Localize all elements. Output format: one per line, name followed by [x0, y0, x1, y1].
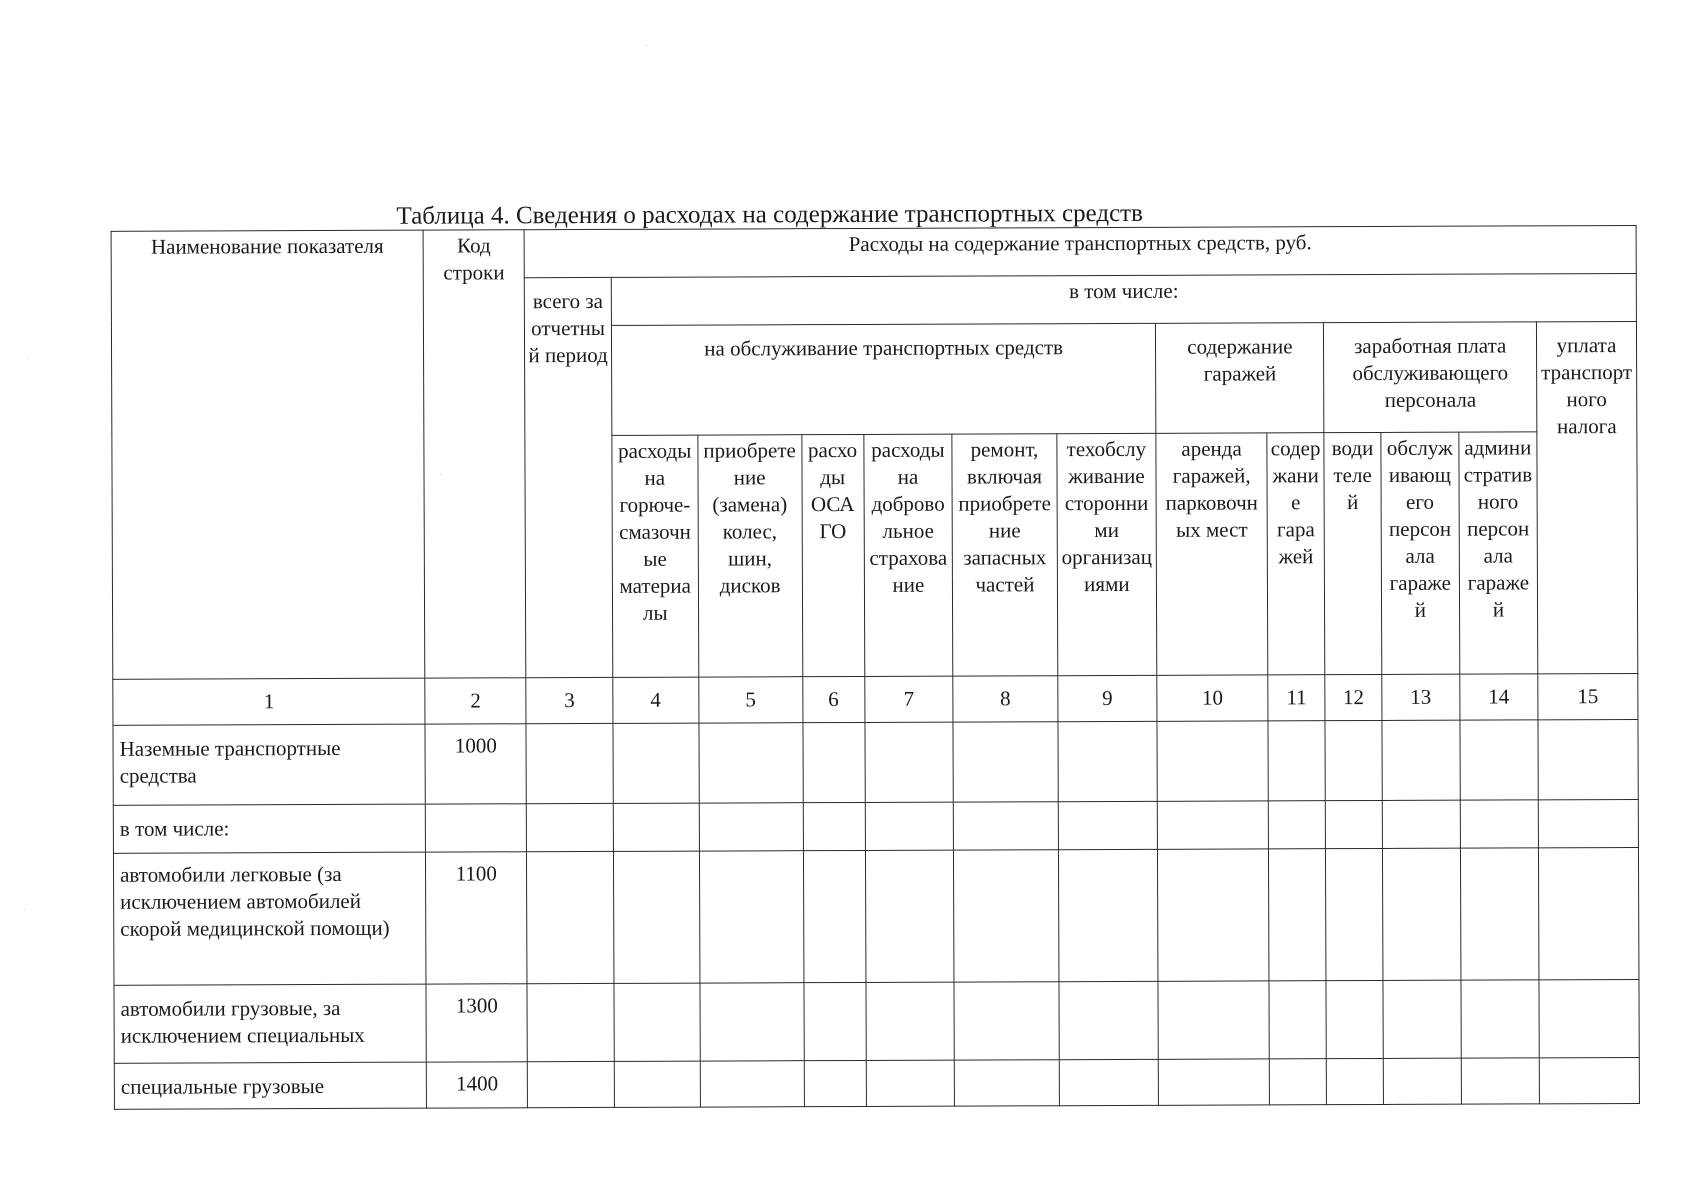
column-number: 5	[698, 677, 802, 723]
data-cell	[1269, 981, 1327, 1059]
data-cell	[527, 1061, 614, 1107]
column-number: 1	[113, 678, 426, 725]
data-cell	[803, 802, 865, 850]
table-row	[114, 979, 1639, 1063]
row-name: в том числе:	[113, 804, 426, 853]
data-cell	[614, 983, 700, 1061]
data-cell	[1326, 800, 1383, 848]
data-cell	[1159, 1059, 1270, 1105]
data-cell	[1268, 849, 1326, 981]
data-cell	[614, 1061, 700, 1107]
data-cell	[1382, 720, 1460, 800]
column-number: 10	[1157, 675, 1268, 721]
header-garage-service-staff: обслуживающего персонала гаражей	[1381, 432, 1460, 674]
data-cell	[804, 1060, 866, 1106]
row-code: 1000	[425, 724, 526, 804]
column-number: 8	[953, 676, 1057, 722]
table-row	[113, 847, 1638, 985]
data-cell	[1461, 1058, 1539, 1104]
header-garage-admin-staff: административного персонала гаражей	[1459, 432, 1538, 674]
data-cell	[527, 851, 614, 983]
column-number: 15	[1538, 673, 1638, 719]
column-number: 3	[526, 677, 613, 723]
column-number: 4	[613, 677, 699, 723]
row-code: 1300	[426, 984, 527, 1062]
data-cell	[1382, 848, 1461, 980]
data-cell	[1539, 1057, 1639, 1103]
header-garage-upkeep: содержание гаражей	[1156, 323, 1324, 434]
header-including: в том числе:	[611, 273, 1636, 325]
data-cell	[1461, 980, 1539, 1058]
column-number: 11	[1268, 675, 1326, 721]
header-total-for-period: всего за отчетный период	[524, 277, 612, 677]
table-row	[114, 1057, 1639, 1109]
scan-speck: .	[645, 37, 649, 48]
row-code: 1400	[427, 1062, 528, 1108]
data-cell	[865, 722, 954, 802]
row-name: специальные грузовые	[114, 1062, 427, 1109]
row-code: 1100	[426, 852, 527, 984]
header-expenses-total: Расходы на содержание транспортных средств, руб.	[524, 225, 1636, 277]
data-cell	[1157, 721, 1268, 801]
header-third-party-service: техобслуживание сторонними организациями	[1056, 433, 1157, 675]
data-cell	[526, 803, 613, 851]
header-row-code: Код строки	[423, 230, 526, 678]
header-row-1	[111, 225, 1636, 279]
header-osago: расходы ОСАГО	[802, 434, 865, 676]
data-cell	[953, 722, 1057, 802]
table-row	[113, 719, 1638, 805]
table-row	[113, 799, 1638, 853]
data-cell	[700, 1061, 804, 1107]
data-cell	[954, 982, 1058, 1060]
data-cell	[699, 851, 804, 983]
data-cell	[954, 850, 1059, 982]
header-wheels: приобретение (замена) колес, шин, дисков	[697, 435, 802, 677]
data-cell	[1059, 1059, 1159, 1105]
data-cell	[954, 802, 1058, 850]
data-cell	[1158, 849, 1269, 981]
data-cell	[527, 983, 614, 1061]
data-cell	[955, 1060, 1059, 1106]
header-voluntary-insurance: расходы на добровольное страхование	[863, 434, 953, 676]
data-cell	[1059, 981, 1159, 1059]
data-cell	[1460, 848, 1539, 980]
data-cell	[1327, 1058, 1384, 1104]
data-cell	[1158, 801, 1269, 849]
header-garage-rent: аренда гаражей, парковочных мест	[1156, 433, 1268, 675]
column-number: 7	[864, 676, 953, 722]
scan-speck: .	[439, 466, 442, 477]
scan-speck: .	[27, 350, 30, 361]
data-cell	[1538, 847, 1639, 979]
data-cell	[1460, 720, 1538, 800]
data-cell	[700, 983, 804, 1061]
data-cell	[865, 802, 954, 850]
data-cell	[699, 803, 803, 851]
data-cell	[1383, 980, 1461, 1058]
header-fuel: расходы на горюче-смазочные материалы	[612, 435, 699, 677]
header-garage-maintenance: содержание гаражей	[1267, 433, 1325, 675]
header-vehicle-service: на обслуживание транспортных средств	[611, 323, 1156, 435]
column-number: 2	[425, 678, 526, 724]
data-cell	[804, 982, 866, 1060]
data-cell	[803, 722, 865, 802]
data-cell	[1058, 721, 1158, 801]
data-cell	[1158, 981, 1269, 1059]
data-cell	[1326, 980, 1383, 1058]
data-cell	[1538, 719, 1638, 799]
header-indicator-name: Наименование показателя	[111, 230, 425, 679]
header-repair: ремонт, включая приобретение запасных частей	[952, 434, 1057, 676]
header-drivers: водителей	[1324, 432, 1381, 674]
header-transport-tax: уплата транспортного налога	[1536, 321, 1637, 673]
column-number: 14	[1460, 674, 1538, 720]
data-cell	[865, 850, 954, 982]
data-cell	[865, 982, 954, 1060]
scan-speck: .	[23, 902, 26, 913]
data-cell	[1058, 801, 1158, 849]
data-cell	[1460, 800, 1538, 848]
column-number: 12	[1325, 674, 1382, 720]
row-name: автомобили грузовые, за исключением специальных	[114, 984, 427, 1063]
data-cell	[526, 723, 613, 803]
data-cell	[613, 851, 699, 983]
column-number: 6	[803, 676, 865, 722]
data-cell	[1268, 801, 1326, 849]
data-cell	[699, 723, 803, 803]
data-cell	[1383, 1058, 1461, 1104]
data-cell	[1382, 800, 1460, 848]
row-code	[426, 804, 527, 852]
data-cell	[1538, 799, 1638, 847]
data-cell	[613, 803, 699, 851]
data-cell	[803, 850, 865, 982]
data-cell	[1539, 979, 1639, 1057]
header-staff-salary: заработная плата обслуживающего персонала	[1324, 322, 1537, 433]
column-number: 9	[1057, 675, 1157, 721]
column-numbers-row	[113, 673, 1638, 725]
data-cell	[1269, 1059, 1327, 1105]
table-caption: Таблица 4. Сведения о расходах на содержание транспортных средств	[396, 199, 1143, 230]
row-name: Наземные транспортные средства	[113, 724, 426, 805]
data-cell	[1058, 849, 1158, 981]
data-cell	[1326, 848, 1383, 980]
column-number: 13	[1382, 674, 1460, 720]
row-name: автомобили легковые (за исключением автомобилей скорой медицинской помощи)	[113, 852, 426, 985]
data-cell	[866, 1060, 955, 1106]
data-cell	[613, 723, 699, 803]
data-cell	[1268, 721, 1326, 801]
expenses-table	[111, 225, 1640, 1110]
data-cell	[1325, 720, 1382, 800]
